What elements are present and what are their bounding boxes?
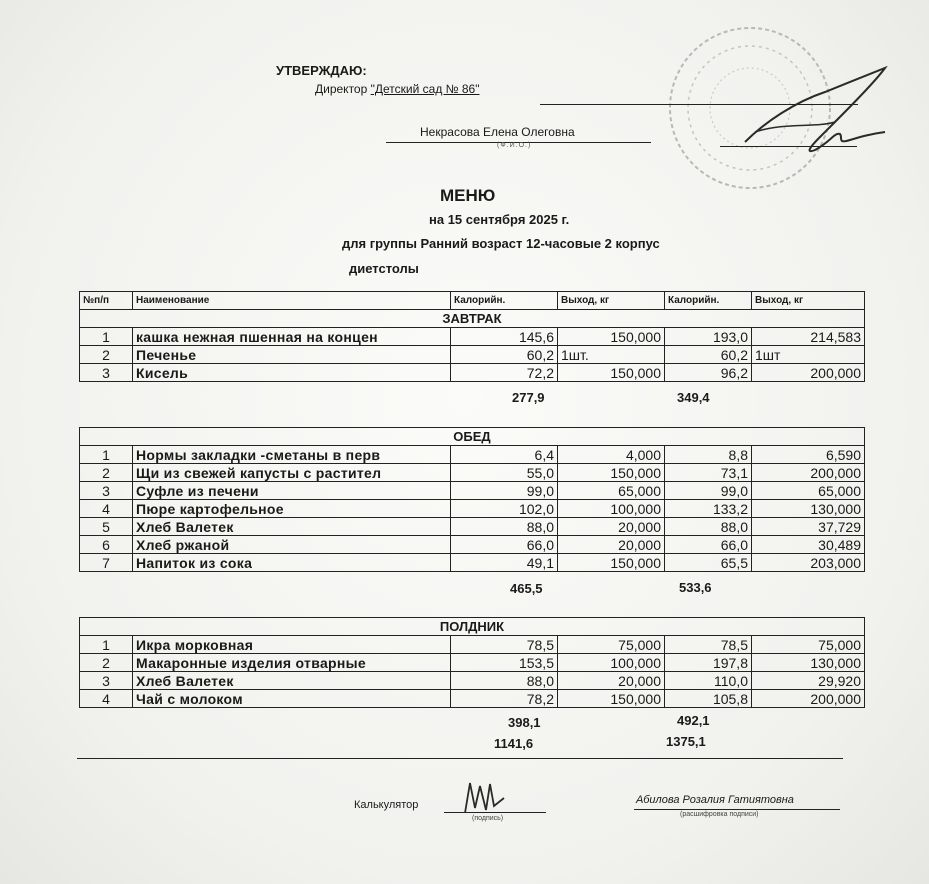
section-title-snack: ПОЛДНИК: [80, 618, 865, 636]
output-2: 65,000: [752, 482, 865, 500]
output-1: 1шт.: [558, 346, 665, 364]
director-name: Некрасова Елена Олеговна: [420, 125, 575, 139]
output-2: 200,000: [752, 364, 865, 382]
calories-2: 66,0: [665, 536, 752, 554]
calories-1: 72,2: [451, 364, 558, 382]
calories-1: 78,2: [451, 690, 558, 708]
row-no: 1: [80, 446, 133, 464]
calculator-label: Калькулятор: [354, 799, 419, 811]
dish-name: Хлеб Валетек: [133, 518, 451, 536]
menu-group: для группы Ранний возраст 12-часовые 2 корпус: [342, 236, 660, 251]
organization-name: "Детский сад № 86": [370, 82, 480, 96]
dish-name: кашка нежная пшенная на концен: [133, 328, 451, 346]
calories-1: 49,1: [451, 554, 558, 572]
snack-total-calories-2: 492,1: [677, 713, 710, 728]
row-no: 3: [80, 364, 133, 382]
calories-2: 65,5: [665, 554, 752, 572]
output-1: 100,000: [558, 500, 665, 518]
row-no: 1: [80, 328, 133, 346]
row-no: 2: [80, 654, 133, 672]
col-header-output-1: Выход, кг: [558, 292, 665, 310]
output-1: 150,000: [558, 328, 665, 346]
signature-caption: (подпись): [472, 815, 504, 822]
output-2: 200,000: [752, 690, 865, 708]
row-no: 2: [80, 464, 133, 482]
director-position: Директор: [315, 82, 368, 96]
dish-name: Напиток из сока: [133, 554, 451, 572]
row-no: 4: [80, 500, 133, 518]
section-row: [80, 428, 865, 446]
dish-name: Хлеб ржаной: [133, 536, 451, 554]
table-row: [80, 536, 865, 554]
output-1: 20,000: [558, 518, 665, 536]
row-no: 1: [80, 636, 133, 654]
calories-1: 99,0: [451, 482, 558, 500]
table-row: [80, 518, 865, 536]
calculator-name: Абилова Розалия Гатиятовна: [636, 794, 794, 806]
lunch-total-calories-1: 465,5: [510, 581, 543, 596]
calculator-signature: [460, 778, 510, 818]
calories-2: 133,2: [665, 500, 752, 518]
output-2: 200,000: [752, 464, 865, 482]
row-no: 6: [80, 536, 133, 554]
output-2: 130,000: [752, 654, 865, 672]
output-1: 65,000: [558, 482, 665, 500]
dish-name: Пюре картофельное: [133, 500, 451, 518]
menu-diet: диетстолы: [349, 261, 419, 276]
lunch-total-calories-2: 533,6: [679, 580, 712, 595]
dish-name: Кисель: [133, 364, 451, 382]
table-row: [80, 446, 865, 464]
snack-total-calories-1: 398,1: [508, 715, 541, 730]
output-2: 75,000: [752, 636, 865, 654]
section-title-lunch: ОБЕД: [80, 428, 865, 446]
calories-1: 55,0: [451, 464, 558, 482]
dish-name: Хлеб Валетек: [133, 672, 451, 690]
calories-1: 88,0: [451, 672, 558, 690]
calories-1: 153,5: [451, 654, 558, 672]
calories-2: 73,1: [665, 464, 752, 482]
col-header-output-2: Выход, кг: [752, 292, 865, 310]
lunch-table: [79, 427, 865, 572]
output-1: 150,000: [558, 554, 665, 572]
output-2: 6,590: [752, 446, 865, 464]
col-header-name: Наименование: [133, 292, 451, 310]
breakfast-total-calories-1: 277,9: [512, 390, 545, 405]
fio-caption: (Ф.И.О.): [497, 142, 532, 149]
row-no: 5: [80, 518, 133, 536]
output-2: 30,489: [752, 536, 865, 554]
table-row: [80, 500, 865, 518]
footer-divider: [77, 758, 843, 759]
calculator-name-line: [634, 809, 840, 810]
output-1: 75,000: [558, 636, 665, 654]
row-no: 3: [80, 672, 133, 690]
calories-2: 8,8: [665, 446, 752, 464]
table-row: [80, 672, 865, 690]
table-row: [80, 636, 865, 654]
menu-title: МЕНЮ: [440, 186, 496, 205]
table-row: [80, 690, 865, 708]
row-no: 4: [80, 690, 133, 708]
calories-2: 96,2: [665, 364, 752, 382]
row-no: 2: [80, 346, 133, 364]
table-row: [80, 364, 865, 382]
breakfast-table: [79, 291, 865, 382]
calories-2: 105,8: [665, 690, 752, 708]
breakfast-total-calories-2: 349,4: [677, 390, 710, 405]
output-2: 37,729: [752, 518, 865, 536]
row-no: 7: [80, 554, 133, 572]
calories-2: 88,0: [665, 518, 752, 536]
director-signature: [725, 62, 895, 172]
calories-2: 99,0: [665, 482, 752, 500]
section-row: [80, 310, 865, 328]
grand-total-calories-1: 1141,6: [494, 736, 534, 751]
table-row: [80, 554, 865, 572]
dish-name: Чай с молоком: [133, 690, 451, 708]
dish-name: Печенье: [133, 346, 451, 364]
snack-table: [79, 617, 865, 708]
menu-date: на 15 сентября 2025 г.: [429, 212, 570, 227]
calories-1: 6,4: [451, 446, 558, 464]
grand-total-calories-2: 1375,1: [666, 734, 706, 749]
table-header-row: [80, 292, 865, 310]
dish-name: Нормы закладки -сметаны в перв: [133, 446, 451, 464]
output-1: 100,000: [558, 654, 665, 672]
table-row: [80, 482, 865, 500]
output-2: 214,583: [752, 328, 865, 346]
calories-1: 145,6: [451, 328, 558, 346]
calories-1: 78,5: [451, 636, 558, 654]
output-1: 150,000: [558, 690, 665, 708]
section-row: [80, 618, 865, 636]
output-1: 150,000: [558, 464, 665, 482]
table-row: [80, 464, 865, 482]
row-no: 3: [80, 482, 133, 500]
output-1: 150,000: [558, 364, 665, 382]
col-header-calories-1: Калорийн.: [451, 292, 558, 310]
col-header-calories-2: Калорийн.: [665, 292, 752, 310]
output-2: 203,000: [752, 554, 865, 572]
calories-1: 66,0: [451, 536, 558, 554]
calories-2: 110,0: [665, 672, 752, 690]
calories-1: 88,0: [451, 518, 558, 536]
col-header-no: №п/п: [80, 292, 133, 310]
calories-2: 60,2: [665, 346, 752, 364]
name-caption: (расшифровка подписи): [680, 811, 759, 818]
director-line: [315, 82, 479, 96]
calories-2: 193,0: [665, 328, 752, 346]
calories-2: 197,8: [665, 654, 752, 672]
section-title-breakfast: ЗАВТРАК: [80, 310, 865, 328]
table-row: [80, 328, 865, 346]
output-1: 20,000: [558, 536, 665, 554]
output-2: 29,920: [752, 672, 865, 690]
calories-1: 102,0: [451, 500, 558, 518]
dish-name: Икра морковная: [133, 636, 451, 654]
table-row: [80, 654, 865, 672]
output-2: 130,000: [752, 500, 865, 518]
calories-1: 60,2: [451, 346, 558, 364]
output-2: 1шт: [752, 346, 865, 364]
output-1: 20,000: [558, 672, 665, 690]
approval-heading: УТВЕРЖДАЮ:: [276, 63, 367, 78]
dish-name: Щи из свежей капусты с растител: [133, 464, 451, 482]
dish-name: Суфле из печени: [133, 482, 451, 500]
output-1: 4,000: [558, 446, 665, 464]
dish-name: Макаронные изделия отварные: [133, 654, 451, 672]
table-row: [80, 346, 865, 364]
calories-2: 78,5: [665, 636, 752, 654]
